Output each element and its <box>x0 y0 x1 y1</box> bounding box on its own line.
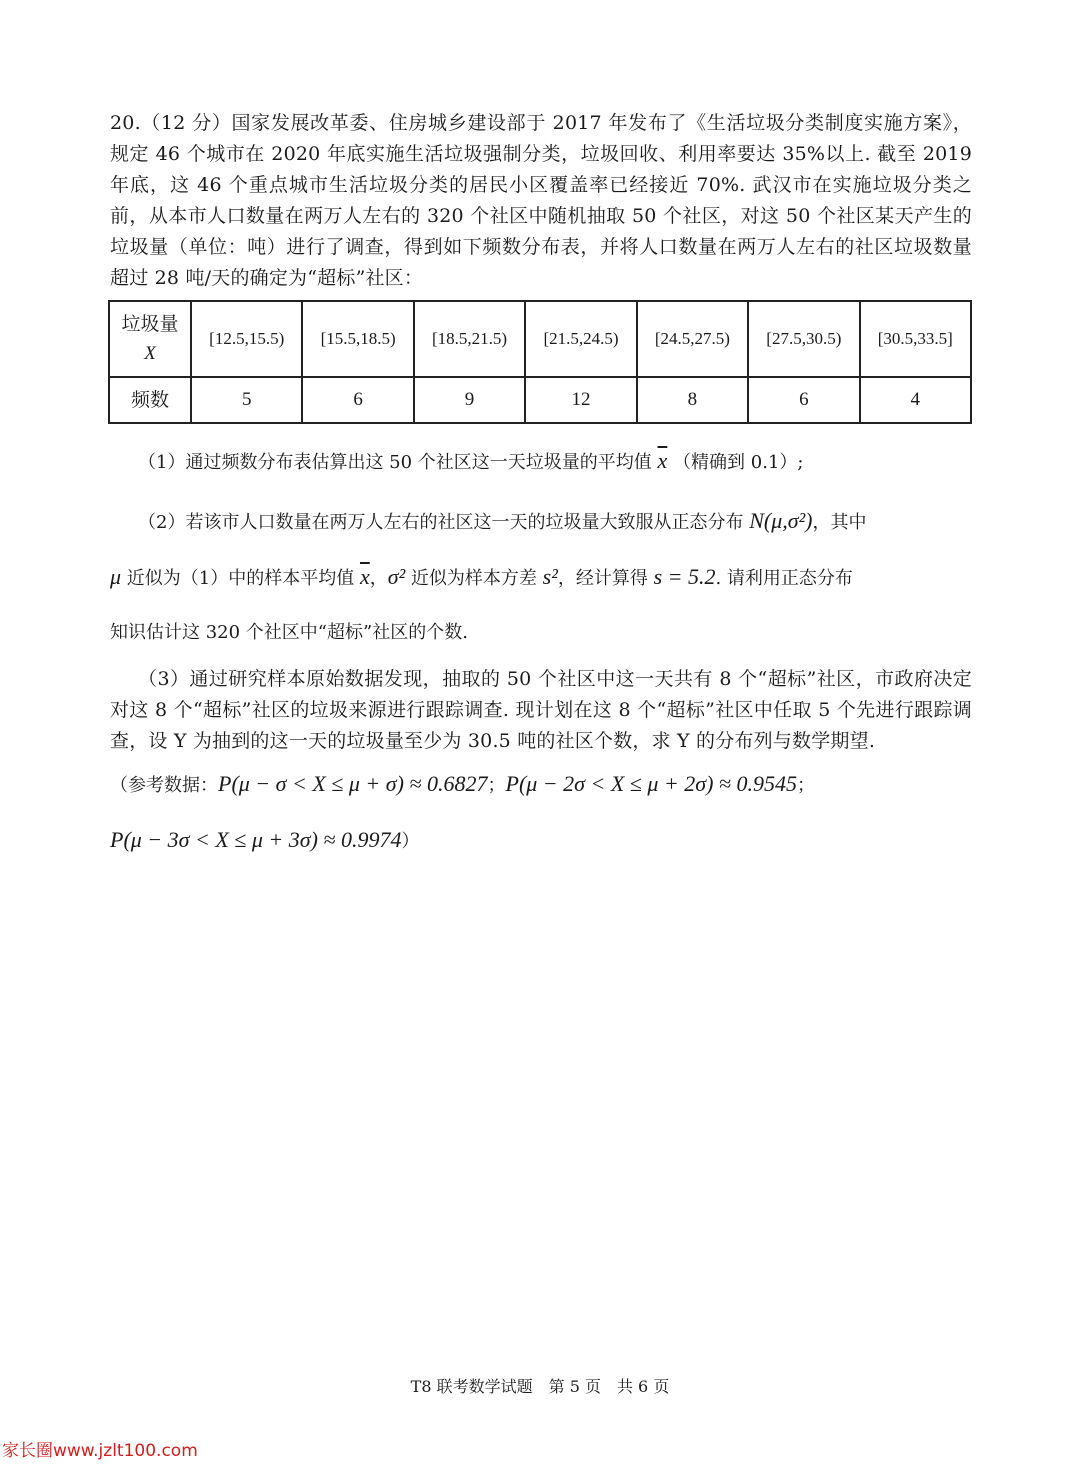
count-cell: 5 <box>191 377 302 423</box>
question-1 <box>110 446 972 478</box>
q2-text: （2）若该市人口数量在两万人左右的社区这一天的垃圾量大致服从正态分布 <box>138 512 744 533</box>
interval-cell: [30.5,33.5] <box>860 301 971 377</box>
problem-number: 20.（12 分） <box>110 112 232 134</box>
reference-data <box>110 769 972 801</box>
q2-text-tail: ，其中 <box>812 512 867 533</box>
q1-precision: （精确到 0.1）; <box>673 452 804 473</box>
table-header-cell <box>109 301 191 377</box>
reference-sep: ； <box>487 775 506 796</box>
problem-intro-text: 国家发展改革委、住房城乡建设部于 2017 年发布了《生活垃圾分类制度实施方案》，规定 46 个城市在 2020 年底实施生活垃圾强制分类，垃圾回收、利用率要达 35%以上. 截至 2019 年底，这 46 个重点城市生活垃圾分类的居民小区覆盖率已经接近 70%. 武汉市在实施垃圾分类之前，从本市人口数量在两万人左右的 320 个社区中随机抽取 50 个社区，对这 50 个社区某天产生的垃圾量（单位：吨）进行了调查，得到如下频数分布表，并将人口数量在两万人左右的社区垃圾数量超过 28 吨/天的确定为“超标”社区： <box>110 112 973 289</box>
interval-cell: [12.5,15.5) <box>191 301 302 377</box>
reference-formula-2: P(μ − 2σ < X ≤ μ + 2σ) ≈ 0.9545 <box>505 771 797 796</box>
sample-variance-symbol: s² <box>542 564 558 589</box>
mu-symbol: μ <box>110 564 122 589</box>
question-2 <box>110 506 972 538</box>
normal-distribution-formula: N(μ,σ²) <box>749 508 813 533</box>
count-cell: 6 <box>748 377 859 423</box>
header-variable: X <box>144 343 156 364</box>
s-value: s = 5.2 <box>653 564 716 589</box>
count-cell: 9 <box>414 377 525 423</box>
interval-cell: [15.5,18.5) <box>302 301 413 377</box>
header-label: 垃圾量 <box>121 314 179 335</box>
question-3: （3）通过研究样本原始数据发现，抽取的 50 个社区中这一天共有 8 个“超标”社区，市政府决定对这 8 个“超标”社区的垃圾来源进行跟踪调查. 现计划在这 8 个“超标”社区中任取 5 个先进行跟踪调查，设 Y 为抽到的这一天的垃圾量至少为 30.5 吨的社区个数，求 Y 的分布列与数学期望. <box>110 668 972 752</box>
problem-20 <box>110 108 972 857</box>
q1-text: （1）通过频数分布表估算出这 50 个社区这一天垃圾量的平均值 <box>138 452 652 473</box>
q2-text-4: ，经计算得 <box>557 568 648 589</box>
q2-text-3: 近似为样本方差 <box>405 568 537 589</box>
count-cell: 4 <box>860 377 971 423</box>
count-cell: 6 <box>302 377 413 423</box>
watermark: 家长圈www.jzlt100.com <box>2 1441 198 1461</box>
q2-comma: ， <box>369 568 388 589</box>
sample-mean-symbol: $\overline{x}$ <box>657 448 668 473</box>
sample-mean-symbol: $\overline{x}$ <box>359 564 370 589</box>
count-label-cell: 频数 <box>109 377 191 423</box>
question-2-line3: 知识估计这 320 个社区中“超标”社区的个数. <box>110 622 468 643</box>
table-row-intervals <box>109 301 971 377</box>
interval-cell: [18.5,21.5) <box>414 301 525 377</box>
interval-cell: [24.5,27.5) <box>637 301 748 377</box>
count-cell: 12 <box>525 377 636 423</box>
q2-text-2: 近似为（1）中的样本平均值 <box>121 568 355 589</box>
interval-cell: [27.5,30.5) <box>748 301 859 377</box>
q2-text-5: . 请利用正态分布 <box>715 568 853 589</box>
interval-cell: [21.5,24.5) <box>525 301 636 377</box>
problem-intro <box>110 108 972 294</box>
reference-formula-3: P(μ − 3σ < X ≤ μ + 3σ) ≈ 0.9974 <box>110 827 402 852</box>
reference-suffix: ） <box>401 831 420 852</box>
table-row-counts <box>109 377 971 423</box>
reference-formula-1: P(μ − σ < X ≤ μ + σ) ≈ 0.6827 <box>218 771 488 796</box>
question-2-line2 <box>110 562 972 594</box>
count-cell: 8 <box>637 377 748 423</box>
page-footer: T8 联考数学试题 第 5 页 共 6 页 <box>410 1377 670 1396</box>
variance-symbol: σ² <box>387 564 406 589</box>
frequency-table <box>108 300 972 424</box>
reference-prefix: （参考数据： <box>110 775 218 796</box>
reference-sep: ； <box>797 775 815 796</box>
reference-data-line2 <box>110 825 972 857</box>
